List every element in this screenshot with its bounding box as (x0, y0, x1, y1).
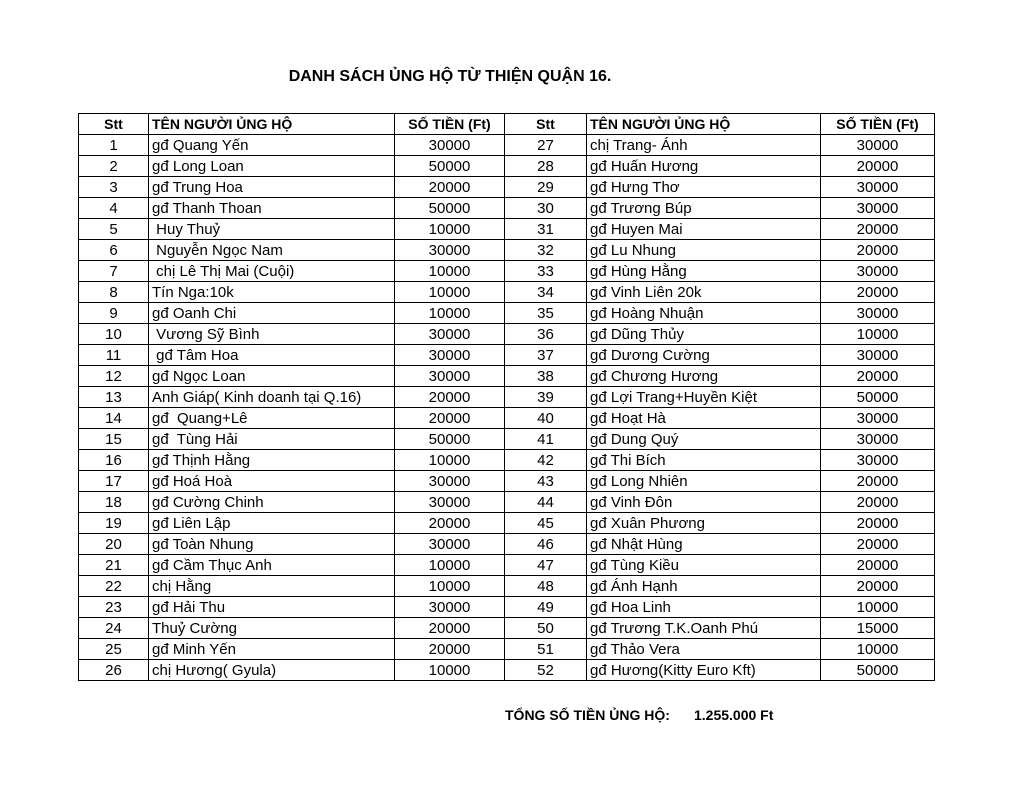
donor-name-cell: chị Hương( Gyula) (149, 660, 395, 681)
donor-name-cell: gđ Lợi Trang+Huyền Kiệt (587, 387, 821, 408)
header-stt-right: Stt (505, 114, 587, 135)
stt-cell: 1 (79, 135, 149, 156)
donor-name-cell: gđ Huấn Hương (587, 156, 821, 177)
donor-name-cell: gđ Hoàng Nhuận (587, 303, 821, 324)
amount-cell: 10000 (821, 639, 935, 660)
stt-cell: 37 (505, 345, 587, 366)
table-row (79, 429, 935, 450)
table-row (79, 261, 935, 282)
donor-name-cell: gđ Dương Cường (587, 345, 821, 366)
table-row (79, 219, 935, 240)
amount-cell: 20000 (395, 177, 505, 198)
donor-name-cell: gđ Thảo Vera (587, 639, 821, 660)
stt-cell: 36 (505, 324, 587, 345)
stt-cell: 20 (79, 534, 149, 555)
page-title: DANH SÁCH ỦNG HỘ TỪ THIỆN QUẬN 16. (288, 68, 612, 85)
table-row (79, 177, 935, 198)
amount-cell: 20000 (821, 576, 935, 597)
table-row (79, 576, 935, 597)
donor-name-cell: gđ Tùng Kiều (587, 555, 821, 576)
donor-name-cell: gđ Cường Chinh (149, 492, 395, 513)
donor-name-cell: gđ Minh Yến (149, 639, 395, 660)
amount-cell: 15000 (821, 618, 935, 639)
amount-cell: 30000 (395, 534, 505, 555)
amount-cell: 50000 (395, 156, 505, 177)
total-label: TỔNG SỐ TIỀN ỦNG HỘ: (505, 707, 670, 723)
stt-cell: 33 (505, 261, 587, 282)
donor-name-cell: gđ Dung Quý (587, 429, 821, 450)
amount-cell: 10000 (395, 450, 505, 471)
stt-cell: 8 (79, 282, 149, 303)
stt-cell: 46 (505, 534, 587, 555)
stt-cell: 17 (79, 471, 149, 492)
donor-name-cell: Thuỷ Cường (149, 618, 395, 639)
header-stt-left: Stt (79, 114, 149, 135)
table-row (79, 135, 935, 156)
stt-cell: 2 (79, 156, 149, 177)
amount-cell: 30000 (395, 492, 505, 513)
donor-name-cell: gđ Quang Yến (149, 135, 395, 156)
amount-cell: 20000 (395, 618, 505, 639)
table-row (79, 345, 935, 366)
stt-cell: 12 (79, 366, 149, 387)
donor-name-cell: chị Hằng (149, 576, 395, 597)
amount-cell: 30000 (821, 135, 935, 156)
stt-cell: 4 (79, 198, 149, 219)
total-value: 1.255.000 Ft (694, 707, 774, 723)
table-row (79, 513, 935, 534)
stt-cell: 25 (79, 639, 149, 660)
donor-name-cell: gđ Hưng Thơ (587, 177, 821, 198)
amount-cell: 10000 (395, 261, 505, 282)
donor-name-cell: gđ Long Loan (149, 156, 395, 177)
table-row (79, 240, 935, 261)
donor-table (78, 113, 935, 681)
stt-cell: 45 (505, 513, 587, 534)
amount-cell: 10000 (395, 555, 505, 576)
stt-cell: 27 (505, 135, 587, 156)
amount-cell: 10000 (395, 576, 505, 597)
header-name-right: TÊN NGƯỜI ỦNG HỘ (587, 114, 821, 135)
amount-cell: 20000 (821, 366, 935, 387)
stt-cell: 30 (505, 198, 587, 219)
stt-cell: 44 (505, 492, 587, 513)
donor-name-cell: gđ Vinh Liên 20k (587, 282, 821, 303)
donor-name-cell: gđ Chương Hương (587, 366, 821, 387)
stt-cell: 48 (505, 576, 587, 597)
donor-name-cell: Vương Sỹ Bình (149, 324, 395, 345)
donor-name-cell: gđ Long Nhiên (587, 471, 821, 492)
donor-name-cell: gđ Hoạt Hà (587, 408, 821, 429)
stt-cell: 10 (79, 324, 149, 345)
stt-cell: 24 (79, 618, 149, 639)
donor-name-cell: Nguyễn Ngọc Nam (149, 240, 395, 261)
table-row (79, 639, 935, 660)
stt-cell: 28 (505, 156, 587, 177)
table-row (79, 324, 935, 345)
table-row (79, 492, 935, 513)
donor-name-cell: gđ Quang+Lê (149, 408, 395, 429)
stt-cell: 34 (505, 282, 587, 303)
table-row (79, 303, 935, 324)
table-row (79, 618, 935, 639)
stt-cell: 22 (79, 576, 149, 597)
amount-cell: 50000 (395, 198, 505, 219)
donor-name-cell: gđ Thi Bích (587, 450, 821, 471)
donor-name-cell: gđ Hải Thu (149, 597, 395, 618)
amount-cell: 10000 (821, 324, 935, 345)
amount-cell: 20000 (821, 471, 935, 492)
stt-cell: 51 (505, 639, 587, 660)
amount-cell: 30000 (395, 471, 505, 492)
stt-cell: 38 (505, 366, 587, 387)
donor-name-cell: gđ Hoa Linh (587, 597, 821, 618)
table-row (79, 450, 935, 471)
amount-cell: 20000 (821, 513, 935, 534)
stt-cell: 3 (79, 177, 149, 198)
stt-cell: 16 (79, 450, 149, 471)
stt-cell: 35 (505, 303, 587, 324)
amount-cell: 50000 (821, 660, 935, 681)
amount-cell: 10000 (395, 660, 505, 681)
stt-cell: 19 (79, 513, 149, 534)
stt-cell: 47 (505, 555, 587, 576)
amount-cell: 20000 (821, 555, 935, 576)
amount-cell: 30000 (821, 261, 935, 282)
donor-name-cell: gđ Nhật Hùng (587, 534, 821, 555)
donor-name-cell: gđ Hùng Hằng (587, 261, 821, 282)
stt-cell: 18 (79, 492, 149, 513)
donor-name-cell: gđ Liên Lập (149, 513, 395, 534)
donor-name-cell: gđ Lu Nhung (587, 240, 821, 261)
donor-name-cell: chị Lê Thị Mai (Cuội) (149, 261, 395, 282)
donor-name-cell: gđ Hoá Hoà (149, 471, 395, 492)
amount-cell: 30000 (395, 135, 505, 156)
amount-cell: 20000 (395, 513, 505, 534)
stt-cell: 50 (505, 618, 587, 639)
stt-cell: 21 (79, 555, 149, 576)
donor-name-cell: gđ Trung Hoa (149, 177, 395, 198)
amount-cell: 20000 (821, 219, 935, 240)
donor-name-cell: gđ Trương T.K.Oanh Phú (587, 618, 821, 639)
amount-cell: 30000 (821, 345, 935, 366)
stt-cell: 9 (79, 303, 149, 324)
table-header-row (79, 114, 935, 135)
amount-cell: 30000 (395, 240, 505, 261)
stt-cell: 26 (79, 660, 149, 681)
amount-cell: 10000 (821, 597, 935, 618)
amount-cell: 10000 (395, 219, 505, 240)
amount-cell: 50000 (821, 387, 935, 408)
table-row (79, 387, 935, 408)
amount-cell: 20000 (395, 387, 505, 408)
donor-name-cell: gđ Thanh Thoan (149, 198, 395, 219)
stt-cell: 11 (79, 345, 149, 366)
stt-cell: 42 (505, 450, 587, 471)
donor-name-cell: gđ Cầm Thục Anh (149, 555, 395, 576)
stt-cell: 23 (79, 597, 149, 618)
table-row (79, 471, 935, 492)
header-amount-right: SỐ TIỀN (Ft) (821, 114, 935, 135)
amount-cell: 20000 (821, 534, 935, 555)
donor-name-cell: gđ Toàn Nhung (149, 534, 395, 555)
amount-cell: 20000 (821, 282, 935, 303)
stt-cell: 31 (505, 219, 587, 240)
amount-cell: 30000 (821, 198, 935, 219)
donor-name-cell: chị Trang- Ánh (587, 135, 821, 156)
amount-cell: 30000 (395, 345, 505, 366)
table-row (79, 366, 935, 387)
donor-name-cell: gđ Ánh Hạnh (587, 576, 821, 597)
table-row (79, 198, 935, 219)
donor-name-cell: Anh Giáp( Kinh doanh tại Q.16) (149, 387, 395, 408)
stt-cell: 5 (79, 219, 149, 240)
stt-cell: 41 (505, 429, 587, 450)
header-amount-left: SỐ TIỀN (Ft) (395, 114, 505, 135)
stt-cell: 43 (505, 471, 587, 492)
stt-cell: 6 (79, 240, 149, 261)
donor-name-cell: gđ Thịnh Hằng (149, 450, 395, 471)
stt-cell: 52 (505, 660, 587, 681)
amount-cell: 50000 (395, 429, 505, 450)
stt-cell: 7 (79, 261, 149, 282)
donor-name-cell: gđ Oanh Chi (149, 303, 395, 324)
donor-name-cell: gđ Xuân Phương (587, 513, 821, 534)
donor-name-cell: gđ Huyen Mai (587, 219, 821, 240)
amount-cell: 10000 (395, 282, 505, 303)
stt-cell: 49 (505, 597, 587, 618)
amount-cell: 30000 (395, 324, 505, 345)
donor-name-cell: gđ Dũng Thủy (587, 324, 821, 345)
stt-cell: 29 (505, 177, 587, 198)
amount-cell: 30000 (821, 450, 935, 471)
table-row (79, 282, 935, 303)
donor-name-cell: gđ Trương Búp (587, 198, 821, 219)
donor-name-cell: Tín Nga:10k (149, 282, 395, 303)
donor-name-cell: gđ Hương(Kitty Euro Kft) (587, 660, 821, 681)
amount-cell: 20000 (821, 156, 935, 177)
table-row (79, 156, 935, 177)
donor-name-cell: gđ Tùng Hải (149, 429, 395, 450)
amount-cell: 30000 (821, 303, 935, 324)
stt-cell: 39 (505, 387, 587, 408)
header-name-left: TÊN NGƯỜI ỦNG HỘ (149, 114, 395, 135)
donor-name-cell: gđ Vinh Đôn (587, 492, 821, 513)
amount-cell: 30000 (821, 429, 935, 450)
amount-cell: 20000 (821, 492, 935, 513)
table-row (79, 534, 935, 555)
amount-cell: 20000 (395, 408, 505, 429)
stt-cell: 13 (79, 387, 149, 408)
table-row (79, 555, 935, 576)
stt-cell: 40 (505, 408, 587, 429)
amount-cell: 30000 (821, 177, 935, 198)
amount-cell: 30000 (821, 408, 935, 429)
table-row (79, 408, 935, 429)
donor-name-cell: gđ Tâm Hoa (149, 345, 395, 366)
table-row (79, 597, 935, 618)
donor-name-cell: Huy Thuỷ (149, 219, 395, 240)
stt-cell: 32 (505, 240, 587, 261)
amount-cell: 30000 (395, 366, 505, 387)
stt-cell: 15 (79, 429, 149, 450)
stt-cell: 14 (79, 408, 149, 429)
amount-cell: 20000 (821, 240, 935, 261)
donor-name-cell: gđ Ngọc Loan (149, 366, 395, 387)
table-row (79, 660, 935, 681)
amount-cell: 10000 (395, 303, 505, 324)
amount-cell: 20000 (395, 639, 505, 660)
amount-cell: 30000 (395, 597, 505, 618)
